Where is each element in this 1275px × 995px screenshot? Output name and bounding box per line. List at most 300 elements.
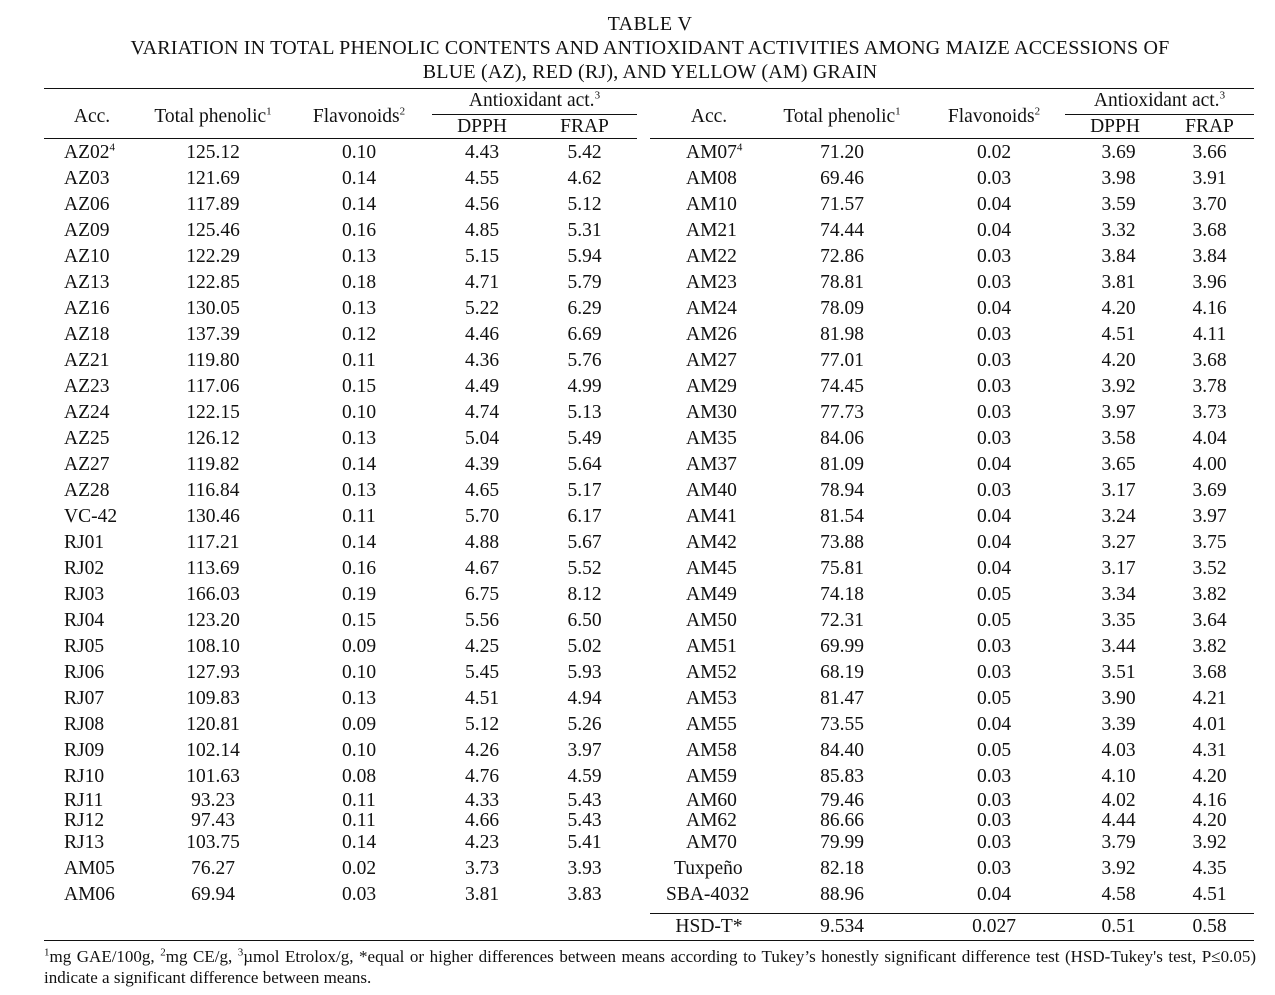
dpph-cell: 4.56 [464,194,500,215]
flavonoids-cell: 0.13 [341,298,377,319]
accession-cell: RJ09 [64,740,105,761]
table-row [650,530,1254,556]
table-row [44,322,637,348]
table-row [650,556,1254,582]
accession-cell: AZ16 [64,298,110,319]
table-row [44,608,637,634]
dpph-cell: 3.97 [1101,402,1136,423]
total-phenolic-cell: 81.47 [820,688,864,709]
accession-cell: AM59 [686,766,737,787]
dpph-cell: 4.10 [1101,766,1136,787]
dpph-cell: 5.70 [464,506,500,527]
frap-cell: 5.26 [567,714,602,735]
table-row [650,712,1254,738]
frap-cell: 5.41 [567,832,602,853]
frap-cell: 3.82 [1192,636,1227,657]
frap-cell: 5.43 [567,810,602,831]
accession-cell: AM62 [686,810,737,831]
total-phenolic-cell: 74.44 [820,220,864,241]
table-row [650,686,1254,712]
frap-cell: 3.70 [1192,194,1227,215]
total-phenolic-cell: 103.75 [186,832,240,853]
table-row [44,660,637,686]
dpph-cell: 4.39 [464,454,500,475]
total-phenolic-cell: 88.96 [820,884,864,905]
flavonoids-cell: 0.09 [341,636,377,657]
accession-cell: RJ03 [64,584,105,605]
accession-cell: AZ25 [64,428,110,449]
total-phenolic-cell: 123.20 [186,610,240,631]
flavonoids-cell: 0.03 [976,428,1012,449]
dpph-cell: 3.39 [1101,714,1136,735]
accession-cell: AZ28 [64,480,110,501]
frap-cell: 5.67 [567,532,602,553]
total-phenolic-cell: 82.18 [820,858,864,879]
header-antioxidant-right: Antioxidant act.$^3$ [1093,89,1226,111]
total-phenolic-cell: 73.88 [820,532,864,553]
flavonoids-cell: 0.14 [341,832,377,853]
dpph-cell: 3.35 [1101,610,1136,631]
frap-cell: 3.97 [567,740,602,761]
table-row [650,812,1254,830]
flavonoids-cell: 0.16 [341,220,377,241]
table-row [650,374,1254,400]
accession-cell: AZ23 [64,376,110,397]
header-frap-left: FRAP [560,116,609,137]
dpph-cell: 3.24 [1101,506,1136,527]
table-row [650,322,1254,348]
frap-cell: 5.13 [567,402,602,423]
flavonoids-cell: 0.02 [976,142,1012,163]
flavonoids-cell: 0.03 [976,246,1012,267]
table-row [44,504,637,530]
accession-cell: AM21 [686,220,737,241]
header-rule-right [650,138,1254,139]
frap-cell: 4.04 [1192,428,1227,449]
accession-cell: AZ27 [64,454,110,475]
table-row [44,426,637,452]
table-row [44,764,637,790]
table-row [650,478,1254,504]
dpph-cell: 3.17 [1101,480,1136,501]
accession-cell: AM58 [686,740,737,761]
total-phenolic-cell: 127.93 [186,662,240,683]
frap-cell: 6.69 [567,324,602,345]
total-phenolic-cell: 166.03 [186,584,240,605]
dpph-cell: 4.51 [1101,324,1136,345]
table-row [44,374,637,400]
dpph-cell: 4.71 [464,272,500,293]
total-phenolic-cell: 71.20 [820,142,864,163]
flavonoids-cell: 0.03 [341,884,377,905]
frap-cell: 3.73 [1192,402,1227,423]
table-row [650,400,1254,426]
accession-cell: AM22 [686,246,737,267]
table-row [44,686,637,712]
header-dpph-left: DPPH [457,116,507,137]
antioxidant-rule-left [432,114,637,115]
accession-cell: VC-42 [64,506,118,527]
total-phenolic-cell: 85.83 [820,766,864,787]
frap-cell: 3.68 [1192,350,1227,371]
accession-cell: AM05 [64,858,115,879]
table-row [44,634,637,660]
table-title-line-1: VARIATION IN TOTAL PHENOLIC CONTENTS AND ANTIOXIDANT ACTIVITIES AMONG MAIZE ACCESSIONS OF [130,37,1170,59]
dpph-cell: 5.45 [464,662,500,683]
total-phenolic-cell: 93.23 [191,790,235,811]
header-acc-left: Acc. [73,106,111,127]
frap-cell: 4.35 [1192,858,1227,879]
table-row [650,192,1254,218]
table-title-block [40,12,1260,84]
flavonoids-cell: 0.10 [341,402,377,423]
dpph-cell: 4.67 [464,558,500,579]
total-phenolic-cell: 130.05 [186,298,240,319]
hsd-dpph: 0.51 [1101,916,1136,937]
flavonoids-cell: 0.03 [976,858,1012,879]
accession-cell: AM40 [686,480,737,501]
hsd-total-phenolic: 9.534 [820,916,864,937]
frap-cell: 3.52 [1192,558,1227,579]
table-row [650,882,1254,908]
flavonoids-cell: 0.03 [976,350,1012,371]
dpph-cell: 4.23 [464,832,500,853]
dpph-cell: 5.56 [464,610,500,631]
dpph-cell: 4.66 [464,810,500,831]
table-label: TABLE V [607,13,693,35]
table-row [44,400,637,426]
frap-cell: 4.00 [1192,454,1227,475]
total-phenolic-cell: 81.09 [820,454,864,475]
dpph-cell: 3.51 [1101,662,1136,683]
flavonoids-cell: 0.04 [976,220,1012,241]
total-phenolic-cell: 72.31 [820,610,864,631]
table-row [650,296,1254,322]
accession-cell: AM26 [686,324,737,345]
flavonoids-cell: 0.05 [976,584,1012,605]
total-phenolic-cell: 126.12 [186,428,240,449]
total-phenolic-cell: 68.19 [820,662,864,683]
total-phenolic-cell: 125.12 [186,142,240,163]
flavonoids-cell: 0.05 [976,610,1012,631]
frap-cell: 3.97 [1192,506,1227,527]
table-row [650,830,1254,856]
accession-cell: AM24 [686,298,737,319]
frap-cell: 5.17 [567,480,602,501]
flavonoids-cell: 0.10 [341,662,377,683]
frap-cell: 5.93 [567,662,602,683]
table-row [44,790,637,812]
flavonoids-cell: 0.18 [341,272,377,293]
total-phenolic-cell: 78.94 [820,480,864,501]
accession-cell: AM60 [686,790,737,811]
total-phenolic-cell: 125.46 [186,220,240,241]
header-flavonoids-right: Flavonoids$^2$ [947,105,1041,127]
frap-cell: 8.12 [567,584,602,605]
frap-cell: 3.78 [1192,376,1227,397]
total-phenolic-cell: 117.89 [186,194,240,215]
dpph-cell: 4.20 [1101,298,1136,319]
dpph-cell: 4.44 [1101,810,1136,831]
table-row [44,478,637,504]
accession-cell: AM06 [64,884,115,905]
accession-cell: Tuxpeño [674,858,743,879]
dpph-cell: 3.44 [1101,636,1136,657]
accession-cell: RJ02 [64,558,105,579]
flavonoids-cell: 0.14 [341,194,377,215]
frap-cell: 5.02 [567,636,602,657]
flavonoids-cell: 0.02 [341,858,377,879]
total-phenolic-cell: 69.99 [820,636,864,657]
dpph-cell: 3.65 [1101,454,1136,475]
accession-cell: AM37 [686,454,737,475]
dpph-cell: 5.12 [464,714,500,735]
accession-cell: AZ10 [64,246,110,267]
flavonoids-cell: 0.04 [976,454,1012,475]
table-row [650,452,1254,478]
dpph-cell: 4.36 [464,350,500,371]
dpph-cell: 4.58 [1101,884,1136,905]
dpph-cell: 5.22 [464,298,500,319]
dpph-cell: 4.03 [1101,740,1136,761]
table-row [44,218,637,244]
accession-cell: AZ18 [64,324,110,345]
dpph-cell: 3.69 [1101,142,1136,163]
dpph-cell: 4.25 [464,636,500,657]
flavonoids-cell: 0.03 [976,766,1012,787]
accession-cell: AM50 [686,610,737,631]
accession-cell: AM42 [686,532,737,553]
dpph-cell: 4.88 [464,532,500,553]
table-row [650,634,1254,660]
flavonoids-cell: 0.03 [976,810,1012,831]
accession-cell: AM27 [686,350,737,371]
frap-cell: 6.50 [567,610,602,631]
dpph-cell: 3.32 [1101,220,1136,241]
frap-cell: 4.62 [567,168,602,189]
dpph-cell: 3.81 [1101,272,1136,293]
frap-cell: 3.83 [567,884,602,905]
accession-cell: AM30 [686,402,737,423]
table-row [650,426,1254,452]
table-footnote: $^1$mg GAE/100g, $^2$mg CE/g, $^3$µmol Etrolox/g, *equal or higher differences between means according to Tukey’s honestly significant difference test (HSD-Tukey's test, P≤0.05) indicate a significant difference between means. [44,946,1256,987]
hsd-row [650,914,1254,940]
table-row [650,856,1254,882]
total-phenolic-cell: 119.82 [186,454,240,475]
frap-cell: 3.82 [1192,584,1227,605]
frap-cell: 3.68 [1192,220,1227,241]
flavonoids-cell: 0.04 [976,884,1012,905]
table-title-line-2: BLUE (AZ), RED (RJ), AND YELLOW (AM) GRAIN [422,61,878,83]
dpph-cell: 3.79 [1101,832,1136,853]
table-row [650,218,1254,244]
total-phenolic-cell: 75.81 [820,558,864,579]
dpph-cell: 4.76 [464,766,500,787]
table-row [44,712,637,738]
frap-cell: 3.84 [1192,246,1227,267]
flavonoids-cell: 0.03 [976,832,1012,853]
hsd-frap: 0.58 [1192,916,1227,937]
total-phenolic-cell: 117.21 [186,532,240,553]
dpph-cell: 3.81 [464,884,500,905]
dpph-cell: 4.26 [464,740,500,761]
frap-cell: 3.69 [1192,480,1227,501]
total-phenolic-cell: 97.43 [191,810,235,831]
table-row [44,166,637,192]
table-row [650,348,1254,374]
frap-cell: 5.43 [567,790,602,811]
header-total-phenolic-right: Total phenolic$^1$ [783,105,901,127]
flavonoids-cell: 0.04 [976,194,1012,215]
total-phenolic-cell: 77.73 [820,402,864,423]
frap-cell: 3.91 [1192,168,1227,189]
accession-cell: AM10 [686,194,737,215]
total-phenolic-cell: 86.66 [820,810,864,831]
accession-cell: RJ12 [64,810,105,831]
accession-cell: AZ03 [64,168,110,189]
flavonoids-cell: 0.13 [341,428,377,449]
dpph-cell: 4.02 [1101,790,1136,811]
dpph-cell: 3.17 [1101,558,1136,579]
accession-cell: RJ11 [64,790,104,811]
header-antioxidant-left: Antioxidant act.$^3$ [468,89,601,111]
accession-cell: RJ05 [64,636,105,657]
table-row [44,296,637,322]
frap-cell: 4.11 [1192,324,1227,345]
total-phenolic-cell: 81.54 [820,506,864,527]
table-row [650,608,1254,634]
dpph-cell: 4.33 [464,790,500,811]
total-phenolic-cell: 78.81 [820,272,864,293]
accession-cell: AM35 [686,428,737,449]
antioxidant-rule-right [1065,114,1254,115]
total-phenolic-cell: 121.69 [186,168,240,189]
header-dpph-right: DPPH [1090,116,1140,137]
frap-cell: 3.68 [1192,662,1227,683]
frap-cell: 4.20 [1192,766,1227,787]
frap-cell: 4.31 [1192,740,1227,761]
flavonoids-cell: 0.19 [341,584,377,605]
flavonoids-cell: 0.03 [976,790,1012,811]
dpph-cell: 4.74 [464,402,500,423]
flavonoids-cell: 0.03 [976,402,1012,423]
dpph-cell: 4.51 [464,688,500,709]
table-row [650,504,1254,530]
dpph-cell: 4.46 [464,324,500,345]
flavonoids-cell: 0.16 [341,558,377,579]
total-phenolic-cell: 69.46 [820,168,864,189]
table-row [44,140,637,166]
flavonoids-cell: 0.03 [976,376,1012,397]
flavonoids-cell: 0.14 [341,454,377,475]
dpph-cell: 3.92 [1101,858,1136,879]
flavonoids-cell: 0.11 [342,506,376,527]
accession-cell: AM23 [686,272,737,293]
total-phenolic-cell: 109.83 [186,688,240,709]
accession-cell: SBA-4032 [666,884,750,905]
total-phenolic-cell: 76.27 [191,858,235,879]
dpph-cell: 3.34 [1101,584,1136,605]
dpph-cell: 6.75 [464,584,500,605]
table-row [44,192,637,218]
accession-cell: AM49 [686,584,737,605]
flavonoids-cell: 0.03 [976,324,1012,345]
dpph-cell: 3.59 [1101,194,1136,215]
table-row [44,830,637,856]
flavonoids-cell: 0.03 [976,662,1012,683]
frap-cell: 3.75 [1192,532,1227,553]
total-phenolic-cell: 113.69 [186,558,240,579]
dpph-cell: 3.58 [1101,428,1136,449]
flavonoids-cell: 0.08 [341,766,377,787]
accession-cell: AZ13 [64,272,110,293]
accession-cell: AM29 [686,376,737,397]
table-row [44,812,637,830]
total-phenolic-cell: 69.94 [191,884,235,905]
table-row [650,166,1254,192]
flavonoids-cell: 0.04 [976,714,1012,735]
flavonoids-cell: 0.14 [341,168,377,189]
total-phenolic-cell: 84.06 [820,428,864,449]
table-row [44,882,637,908]
flavonoids-cell: 0.04 [976,506,1012,527]
total-phenolic-cell: 79.46 [820,790,864,811]
dpph-cell: 4.55 [464,168,500,189]
frap-cell: 5.12 [567,194,602,215]
dpph-cell: 4.49 [464,376,500,397]
table-row [650,582,1254,608]
flavonoids-cell: 0.03 [976,480,1012,501]
accession-cell: AZ24 [64,402,110,423]
total-phenolic-cell: 72.86 [820,246,864,267]
frap-cell: 5.52 [567,558,602,579]
accession-cell: RJ04 [64,610,105,631]
accession-cell: RJ08 [64,714,105,735]
frap-cell: 5.49 [567,428,602,449]
header-flavonoids-left: Flavonoids$^2$ [312,105,406,127]
bottom-rule [44,940,1254,941]
dpph-cell: 3.73 [464,858,500,879]
total-phenolic-cell: 79.99 [820,832,864,853]
flavonoids-cell: 0.13 [341,480,377,501]
flavonoids-cell: 0.09 [341,714,377,735]
frap-cell: 3.66 [1192,142,1227,163]
dpph-cell: 4.85 [464,220,500,241]
flavonoids-cell: 0.03 [976,168,1012,189]
total-phenolic-cell: 81.98 [820,324,864,345]
hsd-table [650,914,1254,940]
frap-cell: 4.51 [1192,884,1227,905]
accession-cell: RJ06 [64,662,105,683]
flavonoids-cell: 0.05 [976,740,1012,761]
table-row [44,582,637,608]
dpph-cell: 5.04 [464,428,500,449]
table-row [650,764,1254,790]
flavonoids-cell: 0.15 [341,610,377,631]
dpph-cell: 3.98 [1101,168,1136,189]
accession-cell: AM55 [686,714,737,735]
frap-cell: 5.64 [567,454,602,475]
accession-cell: AZ06 [64,194,110,215]
total-phenolic-cell: 120.81 [186,714,240,735]
accession-cell: AM41 [686,506,737,527]
table-row [44,452,637,478]
table-row [44,556,637,582]
total-phenolic-cell: 102.14 [186,740,240,761]
total-phenolic-cell: 71.57 [820,194,864,215]
accession-cell: $AM07^4$ [686,141,743,163]
table-row [650,738,1254,764]
